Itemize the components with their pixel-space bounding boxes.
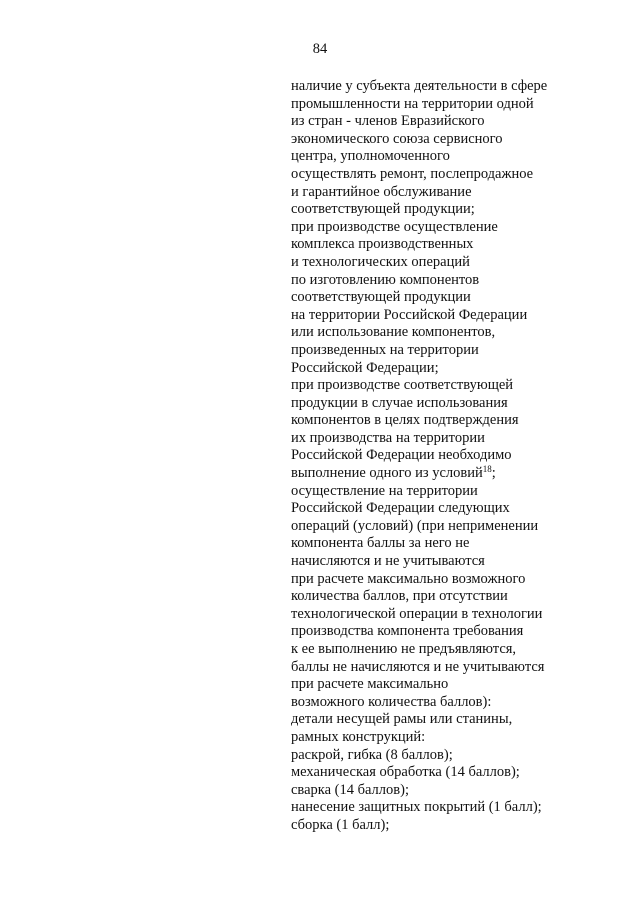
text-line: наличие у субъекта деятельности в сфере: [291, 78, 548, 94]
text-line: возможного количества баллов):: [291, 693, 492, 710]
text-line-content: выполнение одного из условий: [291, 465, 483, 482]
text-line: раскрой, гибка (8 баллов);: [291, 746, 453, 763]
text-line: и гарантийное обслуживание: [291, 183, 472, 200]
text-line: экономического союза сервисного: [291, 130, 503, 147]
text-line: сварка (14 баллов);: [291, 781, 409, 798]
text-line: или использование компонентов,: [291, 324, 496, 341]
text-line: Российской Федерации;: [291, 359, 439, 376]
text-line: при производстве осуществление: [291, 218, 498, 235]
text-line: технологической операции в технологии: [291, 605, 543, 622]
text-line: баллы не начисляются и не учитываются: [291, 658, 545, 675]
text-line: соответствующей продукции: [291, 289, 471, 306]
footnote-suffix: ;: [491, 465, 496, 482]
text-line: их производства на территории: [291, 429, 485, 446]
text-line: продукции в случае использования: [291, 394, 508, 411]
text-line: нанесение защитных покрытий (1 балл);: [291, 799, 542, 816]
text-line: произведенных на территории: [291, 341, 479, 358]
footnote-reference[interactable]: 18: [482, 464, 492, 475]
text-line: осуществление на территории: [291, 482, 478, 499]
text-line: промышленности на территории одной: [291, 95, 534, 112]
text-line: механическая обработка (14 баллов);: [291, 764, 520, 781]
text-line: осуществлять ремонт, послепродажное: [291, 165, 534, 182]
text-line: соответствующей продукции;: [291, 201, 475, 218]
text-line: на территории Российской Федерации: [291, 306, 528, 323]
text-line: при производстве соответствующей: [291, 377, 514, 394]
text-line: Российской Федерации следующих: [291, 500, 510, 517]
text-line: сборка (1 балл);: [291, 816, 390, 833]
text-line: при расчете максимально возможного: [291, 570, 526, 587]
text-line: и технологических операций: [291, 253, 470, 270]
text-line: количества баллов, при отсутствии: [291, 588, 508, 605]
text-line: компонента баллы за него не: [291, 535, 470, 552]
text-line: по изготовлению компонентов: [291, 271, 480, 288]
text-line: операций (условий) (при неприменении: [291, 517, 539, 534]
text-line: при расчете максимально: [291, 676, 449, 693]
page-number: 84: [312, 41, 328, 57]
body-text: [291, 78, 591, 835]
text-line: из стран - членов Евразийского: [291, 113, 485, 130]
text-line: Российской Федерации необходимо: [291, 447, 512, 464]
text-line: производства компонента требования: [291, 623, 524, 640]
text-line: детали несущей рамы или станины,: [291, 711, 513, 728]
text-line-with-footnote: [291, 465, 591, 483]
text-line: центра, уполномоченного: [291, 148, 450, 165]
text-line: рамных конструкций:: [291, 728, 426, 745]
text-line: комплекса производственных: [291, 236, 474, 253]
text-line: начисляются и не учитываются: [291, 553, 485, 570]
text-line: компонентов в целях подтверждения: [291, 412, 519, 429]
text-line: к ее выполнению не предъявляются,: [291, 641, 517, 657]
